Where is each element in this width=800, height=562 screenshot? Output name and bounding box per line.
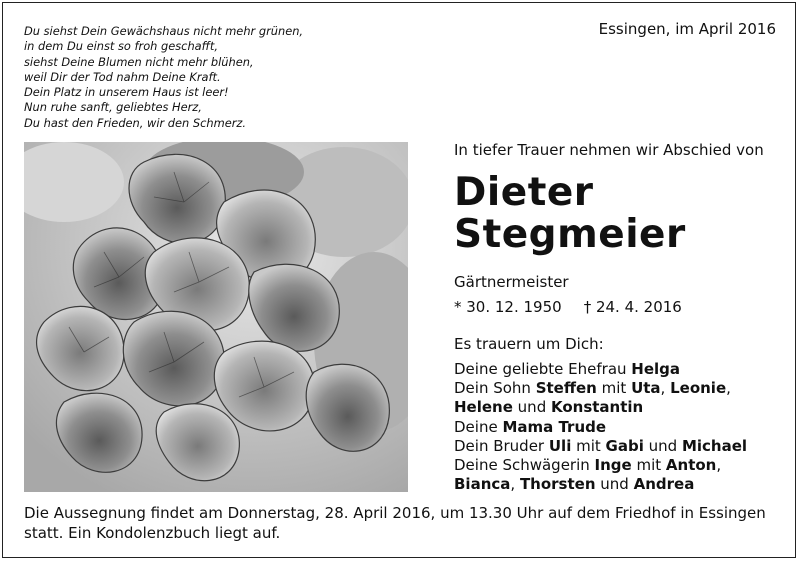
deceased-name: [454, 172, 686, 256]
mourner-text: mit: [571, 436, 606, 455]
mourner-text: und: [643, 436, 682, 455]
mourner-line: [454, 456, 747, 475]
first-name: Dieter: [454, 170, 594, 215]
poem-line: Du hast den Frieden, wir den Schmerz.: [24, 115, 246, 130]
birth-date: * 30. 12. 1950: [454, 298, 562, 316]
ceremony-notice: Die Aussegnung findet am Donnerstag, 28. April 2016, um 13.30 Uhr auf dem Friedhof in Essingen statt. Ein Kondolenzbuch liegt auf.: [24, 504, 766, 542]
mourners-heading: Es trauern um Dich:: [454, 335, 604, 353]
place-date: Essingen, im April 2016: [598, 20, 776, 38]
mourner-name: Inge: [594, 456, 632, 475]
poem-line: Nun ruhe sanft, geliebtes Herz,: [24, 100, 202, 115]
mourner-name: Gabi: [605, 436, 644, 455]
mourner-text: und: [512, 398, 551, 417]
mourner-text: und: [595, 475, 634, 494]
mourner-name: Mama Trude: [502, 417, 607, 436]
profession: Gärtnermeister: [454, 273, 569, 291]
mourner-text: Deine geliebte Ehefrau: [454, 360, 632, 378]
geranium-illustration: [24, 142, 408, 492]
mourner-name: Andrea: [633, 475, 695, 494]
mourner-line: [454, 475, 747, 494]
mourner-line: [454, 418, 747, 437]
mourner-text: Dein Sohn: [454, 379, 536, 398]
mourner-text: ,: [510, 475, 520, 494]
mourner-text: ,: [726, 379, 731, 398]
mourner-name: Anton: [665, 456, 717, 475]
mourner-name: Konstantin: [550, 398, 644, 417]
mourner-name: Uta: [631, 379, 661, 398]
last-name: Stegmeier: [454, 212, 686, 257]
mourner-name: Helga: [631, 360, 681, 378]
mourner-text: ,: [660, 379, 671, 398]
mourner-line: [454, 379, 747, 398]
poem-line: weil Dir der Tod nahm Deine Kraft.: [24, 69, 221, 84]
mourner-line: [454, 360, 747, 379]
mourner-text: Dein Bruder: [454, 436, 549, 455]
mourner-name: Uli: [548, 436, 572, 455]
poem: [24, 24, 303, 131]
mourner-text: ,: [716, 456, 722, 475]
life-dates: [454, 298, 682, 316]
flower-photo: [24, 142, 408, 492]
poem-line: siehst Deine Blumen nicht mehr blühen,: [24, 54, 254, 69]
poem-line: Du siehst Dein Gewächshaus nicht mehr grünen,: [24, 24, 304, 38]
poem-line: Dein Platz in unserem Haus ist leer!: [24, 85, 229, 100]
mourner-line: [454, 437, 747, 456]
mourner-line: [454, 398, 747, 417]
mourner-name: Leonie: [670, 379, 727, 398]
mourner-text: mit: [596, 379, 632, 398]
mourner-name: Michael: [681, 436, 748, 455]
intro-text: In tiefer Trauer nehmen wir Abschied von: [454, 141, 764, 159]
mourner-text: Deine Schwägerin: [454, 456, 595, 475]
mourner-name: Helene: [454, 398, 513, 417]
mourner-name: Thorsten: [519, 475, 596, 494]
death-date: † 24. 4. 2016: [583, 298, 682, 316]
mourner-name: Bianca: [454, 475, 511, 494]
mourners-list: [454, 360, 747, 494]
mourner-text: Deine: [454, 417, 503, 436]
mourner-name: Steffen: [535, 379, 597, 398]
mourner-text: mit: [631, 456, 666, 475]
poem-line: in dem Du einst so froh geschafft,: [24, 39, 218, 54]
